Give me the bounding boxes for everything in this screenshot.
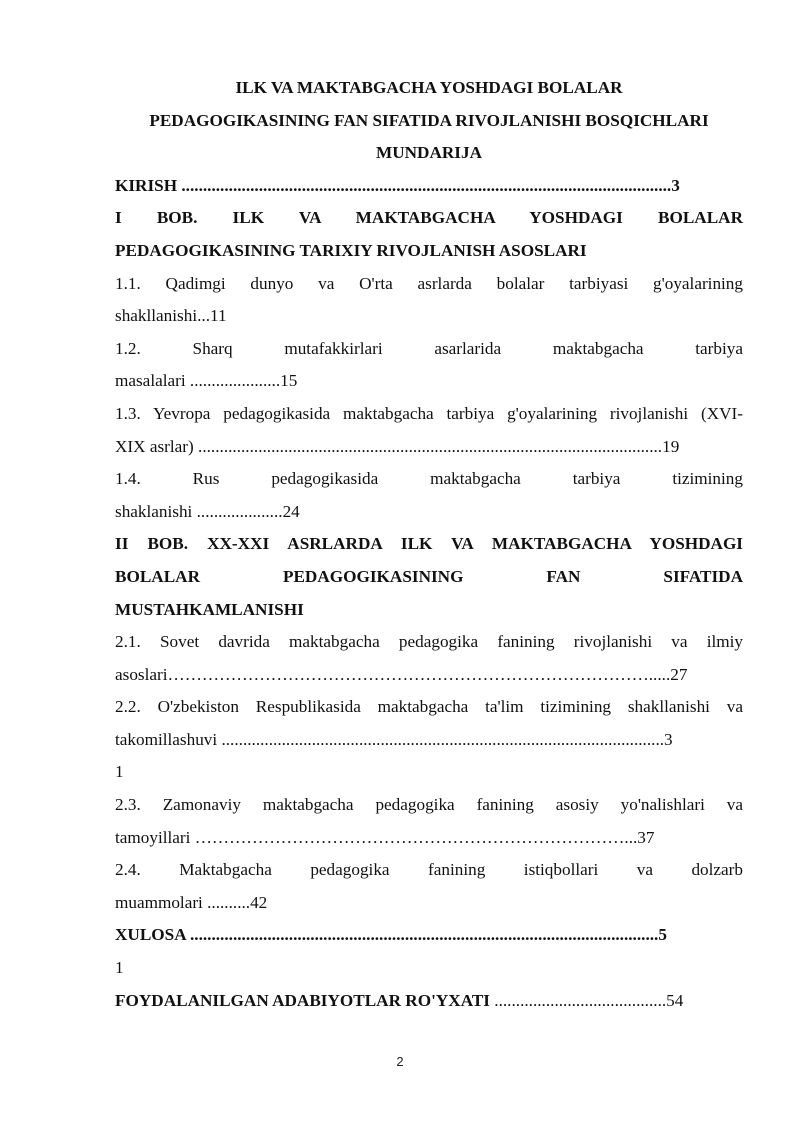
title-line: PEDAGOGIKASINING FAN SIFATIDA RIVOJLANISHI BOSQICHLARI bbox=[149, 110, 709, 130]
toc-line: shakllanishi...11 bbox=[115, 306, 227, 326]
toc-entry-kirish[interactable] bbox=[115, 170, 743, 203]
toc-entry-1-3[interactable] bbox=[115, 398, 743, 463]
toc-line: 1 bbox=[115, 958, 124, 978]
toc-entry-1-2[interactable] bbox=[115, 333, 743, 398]
document-title bbox=[115, 72, 743, 170]
toc-entry-2-3[interactable] bbox=[115, 789, 743, 854]
toc-entry-adabiyotlar[interactable] bbox=[115, 985, 743, 1018]
toc-line: 1.3. Yevropa pedagogikasida maktabgacha tarbiya g'oyalarining rivojlanishi (XVI- bbox=[115, 403, 743, 423]
toc-entry-2-4[interactable] bbox=[115, 854, 743, 919]
toc-line: 2.3. Zamonaviy maktabgacha pedagogika fanining asosiy yo'nalishlari va bbox=[115, 795, 743, 815]
table-of-contents bbox=[115, 170, 743, 1017]
toc-line: I BOB. ILK VA MAKTABGACHA YOSHDAGI BOLALAR bbox=[115, 208, 743, 228]
toc-line: II BOB. XX-XXI ASRLARDA ILK VA MAKTABGACHA YOSHDAGI bbox=[115, 534, 743, 554]
toc-line: PEDAGOGIKASINING TARIXIY RIVOJLANISH ASOSLARI bbox=[115, 240, 587, 260]
toc-entry-label: FOYDALANILGAN ADABIYOTLAR RO'YXATI bbox=[115, 990, 490, 1010]
toc-line: 2.4. Maktabgacha pedagogika fanining istiqbollari va dolzarb bbox=[115, 860, 743, 880]
toc-entry-2-2[interactable] bbox=[115, 691, 743, 789]
toc-entry-leader: ........................................54 bbox=[489, 990, 684, 1010]
document-content bbox=[115, 72, 743, 1017]
toc-entry-2-1[interactable] bbox=[115, 626, 743, 691]
toc-entry-xulosa[interactable] bbox=[115, 919, 743, 984]
title-line: ILK VA MAKTABGACHA YOSHDAGI BOLALAR bbox=[235, 78, 623, 97]
toc-line: 1 bbox=[115, 762, 124, 782]
toc-chapter-1[interactable] bbox=[115, 202, 743, 267]
toc-line: 1.4. Rus pedagogikasida maktabgacha tarbiya tizimining bbox=[115, 469, 743, 489]
toc-line: BOLALAR PEDAGOGIKASINING FAN SIFATIDA bbox=[115, 566, 743, 586]
toc-line: tamoyillari …………………………………………………………………...37 bbox=[115, 827, 655, 847]
toc-line: 1.1. Qadimgi dunyo va O'rta asrlarda bolalar tarbiyasi g'oyalarining bbox=[115, 273, 743, 293]
toc-line: muammolari ..........42 bbox=[115, 892, 268, 912]
toc-line: masalalari .....................15 bbox=[115, 371, 298, 391]
toc-line: 2.1. Sovet davrida maktabgacha pedagogika fanining rivojlanishi va ilmiy bbox=[115, 632, 743, 652]
toc-line: KIRISH ..................................................................................................................3 bbox=[115, 175, 680, 195]
toc-entry-1-1[interactable] bbox=[115, 268, 743, 333]
toc-line: asoslari………………………………………………………………………….....27 bbox=[115, 664, 688, 684]
toc-line: 2.2. O'zbekiston Respublikasida maktabgacha ta'lim tizimining shakllanishi va bbox=[115, 697, 743, 717]
page-number: 2 bbox=[396, 1054, 404, 1069]
toc-line: shaklanishi ....................24 bbox=[115, 501, 300, 521]
toc-line: XIX asrlar) ............................................................................................................19 bbox=[115, 436, 680, 456]
toc-line: MUSTAHKAMLANISHI bbox=[115, 599, 304, 619]
toc-line bbox=[115, 985, 743, 1018]
toc-entry-1-4[interactable] bbox=[115, 463, 743, 528]
contents-heading: MUNDARIJA bbox=[376, 143, 482, 163]
toc-chapter-2[interactable] bbox=[115, 528, 743, 626]
toc-line: XULOSA .............................................................................................................5 bbox=[115, 925, 667, 945]
toc-line: 1.2. Sharq mutafakkirlari asarlarida maktabgacha tarbiya bbox=[115, 338, 743, 358]
toc-line: takomillashuvi .......................................................................................................3 bbox=[115, 729, 673, 749]
